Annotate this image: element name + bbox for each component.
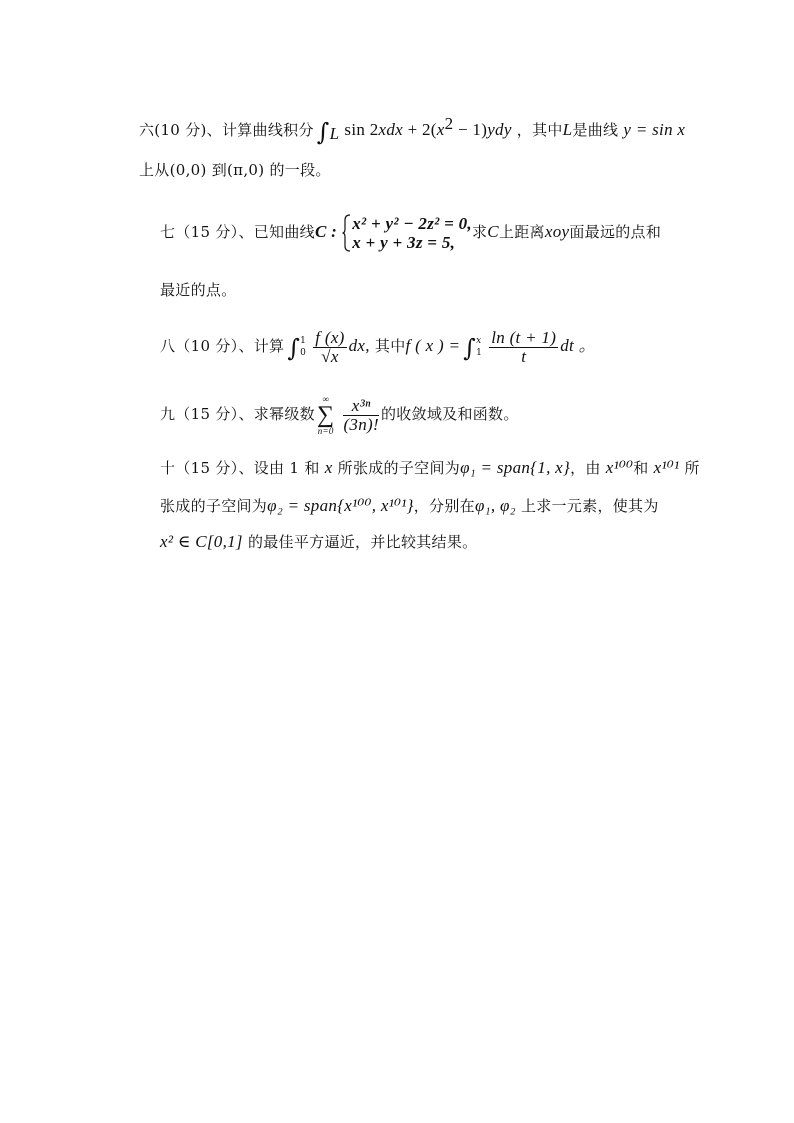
q7-line-2 (160, 278, 237, 302)
q8-int1-lower: 0 (300, 348, 307, 358)
q8-fx: f ( x ) = (405, 336, 461, 355)
q6-expr-e: − 1) (453, 120, 488, 139)
q9-sum-upper: ∞ (322, 394, 330, 404)
q9-denominator: (3n)! (343, 414, 379, 434)
q9-sum-lower: n=0 (317, 426, 334, 436)
q6-L: L (562, 120, 573, 139)
q7-tail-C: C (487, 222, 499, 241)
q6-lead: 六(10 分)、计算曲线积分 (139, 121, 314, 139)
q10-line-1 (160, 456, 700, 480)
q8-int1-upper: 1 (300, 336, 307, 346)
q6-line-2 (139, 158, 331, 182)
q10-l2-phi: φ₂ = span{x¹⁰⁰, x¹⁰¹} (267, 496, 414, 515)
q8-int2-upper: x (476, 336, 482, 346)
q6-line-1 (139, 114, 686, 146)
q7-system (342, 214, 472, 252)
q8-numerator-2: ln (t + 1) (491, 327, 557, 347)
sigma-icon: ∑ (316, 402, 335, 428)
q10-l1-a: 十（15 分）、设由 1 和 (160, 459, 320, 477)
q8-numerator-1: f (x) (315, 327, 345, 347)
q9-summation (317, 394, 334, 436)
q6-line-2-text: 上从(0,0) 到(π,0) 的一段。 (139, 161, 331, 179)
q6-expr-sup: 2 (444, 114, 454, 133)
q6-mid: ，其中 (516, 121, 563, 139)
q10-l3-expr: x² ∈ C[0,1] (160, 532, 243, 551)
q9-numerator: x³ⁿ (343, 397, 378, 416)
q10-line-3 (160, 530, 477, 554)
q8-fraction-1 (313, 329, 346, 366)
q8-int2-limits (476, 335, 482, 359)
q8-dt: dt 。 (560, 336, 596, 355)
q7-xoy: xoy (544, 222, 570, 241)
integral-sign-icon: ∫ (316, 118, 330, 146)
left-brace-icon (342, 214, 351, 252)
q7-curve-label: C : (314, 222, 338, 241)
q8-mid: 其中 (374, 337, 406, 355)
q6-expr-c: + 2( (403, 120, 437, 139)
q7-line-2-text: 最近的点。 (160, 281, 237, 299)
q8-denominator-2: t (521, 346, 527, 366)
q7-tail-b: 上距离 (498, 223, 545, 241)
q10-l1-x101: x¹⁰¹ (653, 458, 680, 477)
q9-tail: 的收敛域及和函数。 (380, 405, 519, 423)
q10-l1-x: x (324, 458, 333, 477)
q8-int1-limits (300, 335, 306, 359)
q7-system-row-2: x + y + 3z = 5, (352, 233, 456, 252)
q6-expr-f: ydy (487, 120, 512, 139)
q10-l3-b: 的最佳平方逼近，并比较其结果。 (247, 533, 478, 551)
q6-mid2: 是曲线 (572, 121, 619, 139)
q9-lead: 九（15 分）、求幂级数 (160, 405, 315, 423)
q8-denominator-1: √x (321, 346, 339, 366)
q10-l2-c: 上求一元素，使其为 (520, 497, 659, 515)
q6-equation: y = sin x (623, 120, 686, 139)
q7-tail-c: 面最远的点和 (569, 223, 662, 241)
q8-lead: 八（10 分）、计算 (160, 337, 285, 355)
q7-line-1 (160, 212, 661, 252)
integral-sign-icon: ∫ (287, 334, 301, 362)
q9-fraction (343, 397, 378, 434)
q10-l1-c: ，由 (570, 459, 601, 477)
q6-expr-d: x (436, 120, 445, 139)
q10-l2-phis: φ₁, φ₂ (474, 496, 516, 515)
q7-system-row-1: x² + y² − 2z² = 0, (352, 214, 472, 233)
q10-l1-b: 所张成的子空间为 (337, 459, 461, 477)
q10-l1-phi: φ₁ = span{1, x} (460, 458, 571, 477)
q8-fraction-2 (489, 329, 558, 366)
q6-integral-subscript: L (329, 124, 340, 143)
q7-lead: 七（15 分）、已知曲线 (160, 223, 315, 241)
q6-expr-b: xdx (378, 120, 404, 139)
q10-l1-d: 和 (633, 459, 649, 477)
q10-line-2 (160, 494, 659, 518)
q10-l1-e: 所 (684, 459, 700, 477)
q7-tail-a: 求 (471, 223, 488, 241)
q6-expr-a: sin 2 (344, 120, 379, 139)
q8-dx: dx, (348, 336, 370, 355)
q10-l2-b: ，分别在 (413, 497, 475, 515)
q10-l1-x100: x¹⁰⁰ (605, 458, 634, 477)
q10-l2-a: 张成的子空间为 (160, 497, 268, 515)
q9-line (160, 392, 519, 436)
q8-line (160, 326, 596, 368)
q8-int2-lower: 1 (476, 348, 483, 358)
integral-sign-icon: ∫ (463, 334, 477, 362)
